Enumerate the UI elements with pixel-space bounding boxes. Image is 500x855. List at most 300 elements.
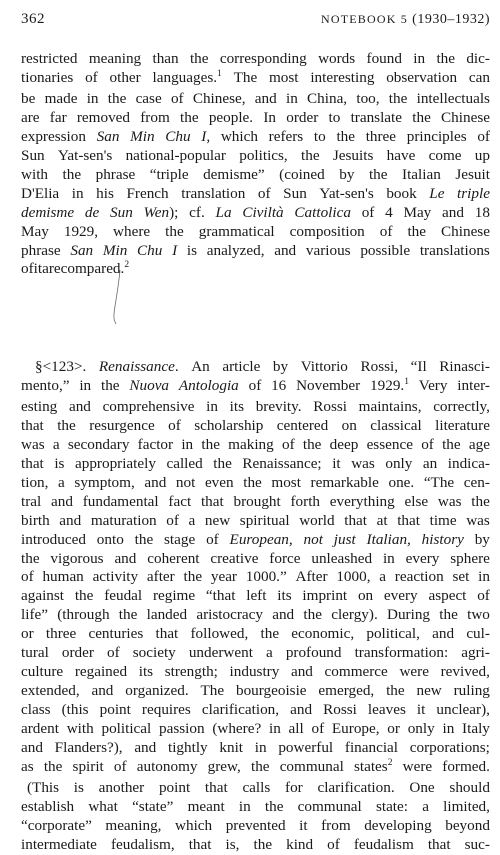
text: formed. — [442, 758, 490, 776]
word — [360, 242, 410, 261]
text: removed — [76, 108, 131, 126]
word — [274, 242, 296, 261]
text: the — [386, 682, 405, 700]
text: Chinese — [441, 222, 490, 240]
word — [436, 50, 455, 69]
text: and — [21, 739, 43, 757]
italic-text: Chu — [137, 241, 163, 259]
word — [107, 644, 120, 663]
page-header — [21, 11, 490, 33]
text: commerce — [324, 663, 388, 681]
word — [27, 779, 59, 798]
text: leaves — [367, 701, 406, 719]
word — [329, 109, 341, 128]
text: the — [303, 606, 322, 624]
word — [205, 512, 230, 531]
word — [209, 109, 253, 128]
text: “corporate” — [21, 816, 92, 834]
text: in — [268, 720, 281, 738]
word — [354, 836, 414, 855]
word — [21, 836, 97, 855]
word — [203, 166, 265, 185]
text: of — [170, 89, 184, 107]
word — [50, 550, 103, 569]
word — [165, 663, 218, 682]
word — [59, 512, 81, 531]
word — [201, 493, 224, 512]
text: can — [468, 68, 490, 86]
text: compared. — [60, 260, 125, 278]
word — [303, 606, 322, 625]
word — [21, 242, 61, 261]
word — [411, 358, 427, 377]
text: tightly — [167, 739, 208, 757]
word — [246, 568, 287, 587]
text: Vittorio — [300, 358, 348, 375]
text: people. — [208, 108, 254, 126]
text: of — [477, 587, 490, 605]
text: communal — [279, 758, 344, 776]
text: the — [134, 530, 154, 548]
text-line — [21, 260, 490, 281]
word — [266, 644, 273, 663]
text-line — [21, 682, 490, 701]
word — [430, 512, 457, 531]
italic-text: San — [96, 127, 120, 145]
word — [21, 568, 34, 587]
text: “Il — [410, 358, 427, 375]
word — [135, 531, 154, 550]
italic-text: Civiltà — [242, 203, 284, 221]
word — [286, 90, 298, 109]
text: of — [21, 260, 34, 278]
word — [294, 204, 351, 223]
text: against — [21, 587, 65, 605]
word — [190, 50, 209, 69]
text: called — [166, 454, 203, 472]
word — [219, 739, 243, 758]
text: revived, — [440, 663, 490, 681]
text: “state” — [132, 797, 174, 815]
word — [171, 90, 184, 109]
word — [211, 568, 237, 587]
word — [442, 436, 461, 455]
word — [242, 204, 283, 223]
word — [402, 166, 441, 185]
text: indica- — [447, 454, 490, 472]
word — [311, 720, 324, 739]
text: the — [189, 50, 209, 67]
text: stage — [164, 530, 196, 548]
text: refers — [268, 127, 304, 145]
text-line — [21, 166, 490, 185]
text: that — [155, 625, 179, 643]
text: age — [468, 435, 490, 453]
text: that — [188, 835, 212, 853]
word — [387, 606, 430, 625]
text: the — [213, 454, 232, 472]
text: point — [158, 778, 191, 796]
text: year — [210, 568, 237, 586]
word — [189, 204, 205, 223]
word — [386, 185, 416, 204]
text: book — [386, 184, 417, 202]
text: a — [379, 568, 387, 586]
text: a — [188, 511, 196, 529]
text: possible — [360, 241, 411, 259]
word — [110, 69, 141, 90]
word — [314, 128, 326, 147]
text: on — [357, 587, 374, 605]
word — [240, 512, 290, 531]
word — [246, 587, 266, 606]
text: reaction — [394, 568, 444, 586]
word — [342, 417, 357, 436]
word — [408, 720, 435, 739]
text: “The — [423, 473, 455, 491]
word — [159, 720, 205, 739]
text: introduced — [21, 530, 86, 548]
word — [21, 260, 34, 281]
word — [448, 455, 490, 474]
text-line — [21, 512, 490, 531]
text: unclear), — [436, 701, 490, 719]
word — [144, 474, 166, 493]
text: which — [175, 816, 213, 834]
text: China, — [307, 89, 348, 107]
word — [429, 185, 444, 204]
word — [409, 779, 434, 798]
text: maturation — [90, 511, 157, 529]
word — [277, 587, 291, 606]
text-line — [21, 474, 490, 493]
word — [318, 682, 374, 701]
text: making — [228, 435, 274, 453]
text: Chinese — [441, 108, 490, 126]
text: literature — [435, 416, 490, 434]
word — [147, 606, 187, 625]
text-line — [21, 779, 490, 798]
word — [21, 817, 92, 836]
text: in — [382, 549, 395, 567]
text-line — [21, 663, 490, 682]
word — [367, 50, 402, 69]
text: and — [290, 701, 313, 719]
word — [271, 377, 286, 398]
text: various — [305, 241, 351, 259]
word — [221, 128, 258, 147]
word — [21, 109, 40, 128]
word — [230, 663, 280, 682]
word — [206, 531, 219, 550]
text: translation — [181, 184, 246, 202]
word — [428, 587, 466, 606]
text: One — [409, 778, 435, 796]
text: that — [21, 454, 44, 472]
text-line — [21, 377, 490, 398]
text: spirit — [72, 758, 104, 776]
word — [420, 242, 490, 261]
text: in — [254, 739, 267, 757]
text: new — [204, 511, 231, 529]
text: politics, — [239, 146, 288, 164]
word — [21, 204, 74, 223]
text: everything — [329, 492, 395, 510]
word — [464, 474, 490, 493]
text: in — [206, 397, 218, 415]
word — [291, 493, 321, 512]
text: than — [152, 50, 179, 67]
word — [385, 204, 393, 223]
text-line — [21, 90, 490, 109]
text: too, — [356, 89, 380, 107]
text: that — [397, 511, 420, 529]
word — [69, 398, 91, 417]
text: underwent — [188, 644, 253, 662]
text: dic- — [466, 50, 490, 67]
word — [454, 682, 490, 701]
text: article — [222, 358, 261, 375]
text: coherent — [147, 549, 200, 567]
text: political — [101, 720, 152, 738]
text: in — [442, 720, 455, 738]
word — [130, 128, 154, 147]
word — [290, 223, 365, 242]
word — [355, 644, 449, 663]
word — [96, 166, 136, 185]
word — [379, 568, 386, 587]
word — [164, 531, 195, 550]
text: of — [477, 127, 490, 145]
text: centuries — [88, 625, 144, 643]
word — [205, 474, 234, 493]
word — [376, 798, 408, 817]
text: of — [311, 720, 325, 738]
text: were — [399, 663, 429, 681]
word — [299, 817, 307, 836]
text: translations — [419, 241, 490, 259]
text: or — [21, 625, 34, 643]
word — [303, 436, 322, 455]
word — [21, 531, 86, 550]
word — [441, 109, 490, 128]
word — [362, 204, 375, 223]
text: cul- — [466, 625, 490, 643]
word — [168, 417, 181, 436]
text: is — [54, 454, 65, 472]
word — [21, 701, 51, 720]
word — [97, 128, 120, 147]
word — [368, 701, 406, 720]
text: is — [186, 241, 198, 259]
text-line — [21, 701, 490, 720]
text: three — [45, 625, 77, 643]
word — [333, 147, 374, 166]
word — [291, 625, 354, 644]
text: states — [353, 758, 388, 776]
word — [449, 779, 490, 798]
word — [387, 147, 416, 166]
word — [21, 550, 40, 569]
text: comprehensive — [102, 397, 195, 415]
text: the — [107, 89, 127, 107]
text: classical — [370, 416, 422, 434]
word — [271, 474, 301, 493]
word — [110, 204, 133, 223]
text: mento,” — [21, 376, 70, 394]
word — [461, 644, 490, 663]
text-line — [21, 69, 490, 90]
word — [96, 185, 114, 204]
text: every — [405, 549, 440, 567]
text: prevented — [225, 816, 286, 834]
word — [21, 625, 34, 644]
word — [442, 204, 464, 223]
text: by — [272, 358, 289, 375]
word — [21, 436, 45, 455]
text: (through — [57, 606, 110, 624]
text: passion — [159, 720, 205, 738]
text: should — [449, 778, 490, 796]
text: in — [79, 376, 92, 394]
word — [202, 701, 279, 720]
word — [172, 242, 177, 261]
word — [466, 50, 490, 69]
word — [21, 90, 35, 109]
text: “triple — [149, 165, 189, 183]
word — [406, 550, 440, 569]
text: be — [21, 89, 36, 107]
text: Jesuits — [332, 146, 374, 164]
word — [206, 398, 218, 417]
italic-text: Nuova — [129, 376, 170, 394]
text: force — [269, 549, 301, 567]
word — [144, 204, 179, 223]
text: was — [21, 435, 45, 453]
text: tral — [21, 492, 42, 510]
word — [377, 512, 388, 531]
text: 1929. — [370, 376, 405, 394]
word — [370, 377, 409, 398]
text: at — [376, 511, 388, 529]
text: and — [68, 397, 91, 415]
text: Sun — [21, 146, 45, 164]
text: (where? — [212, 720, 262, 738]
word — [332, 720, 380, 739]
word — [330, 493, 395, 512]
word — [88, 625, 143, 644]
text: political, — [366, 625, 420, 643]
word — [443, 798, 490, 817]
word — [412, 109, 431, 128]
text: and — [59, 511, 82, 529]
text-line — [21, 128, 490, 147]
text: most — [271, 473, 301, 491]
word — [441, 223, 490, 242]
word — [370, 417, 421, 436]
text: the — [436, 50, 455, 67]
text: a — [52, 435, 60, 453]
text: to — [328, 108, 341, 126]
text: creative — [210, 549, 259, 567]
text: is, — [225, 835, 240, 853]
word — [114, 550, 136, 569]
italic-text: Min — [102, 241, 128, 259]
text: bourgeoisie — [235, 682, 307, 700]
text: are — [42, 260, 61, 278]
word — [356, 90, 379, 109]
text: Renaissance; — [242, 454, 322, 472]
word — [21, 147, 45, 166]
italic-text: I — [201, 127, 207, 145]
text: the — [180, 108, 199, 126]
text: developing — [364, 816, 432, 834]
word — [74, 474, 134, 493]
word — [469, 69, 490, 90]
word — [417, 90, 490, 109]
text: unleashed — [311, 549, 373, 567]
word — [367, 436, 413, 455]
text: the — [412, 108, 431, 126]
pencil-mark — [111, 268, 125, 326]
text: and — [91, 682, 114, 700]
text: aristocracy — [196, 606, 263, 624]
text: onto — [96, 530, 124, 548]
word — [457, 377, 490, 398]
word — [191, 358, 210, 377]
text: corresponding — [219, 50, 307, 67]
text: new — [416, 682, 442, 700]
text-line — [21, 358, 490, 377]
word — [153, 69, 222, 90]
text-line — [21, 720, 490, 739]
word — [462, 720, 490, 739]
word — [310, 69, 374, 90]
text-line — [21, 606, 490, 625]
italic-text: demisme — [21, 203, 75, 221]
word — [366, 128, 396, 147]
word — [319, 185, 373, 204]
word — [351, 109, 402, 128]
word — [142, 701, 191, 720]
text: of — [248, 376, 262, 394]
text: of — [206, 530, 219, 548]
text: in — [478, 568, 490, 586]
text: extended, — [21, 682, 80, 700]
word — [150, 166, 189, 185]
text-line — [21, 223, 490, 242]
text: fact — [168, 492, 192, 510]
word — [477, 128, 490, 147]
word — [129, 377, 169, 398]
text: communal — [297, 797, 362, 815]
word — [475, 147, 490, 166]
word — [436, 701, 490, 720]
text: order — [61, 644, 94, 662]
word — [242, 455, 321, 474]
word — [85, 204, 99, 223]
text: An — [191, 358, 210, 375]
text: intellectuals — [416, 89, 490, 107]
text: fundamental — [82, 492, 159, 510]
text: tion, — [21, 473, 49, 491]
word — [336, 128, 355, 147]
word — [63, 166, 82, 185]
word — [258, 185, 271, 204]
text: landed — [146, 606, 188, 624]
text: other — [109, 68, 141, 86]
text-line — [21, 147, 490, 166]
